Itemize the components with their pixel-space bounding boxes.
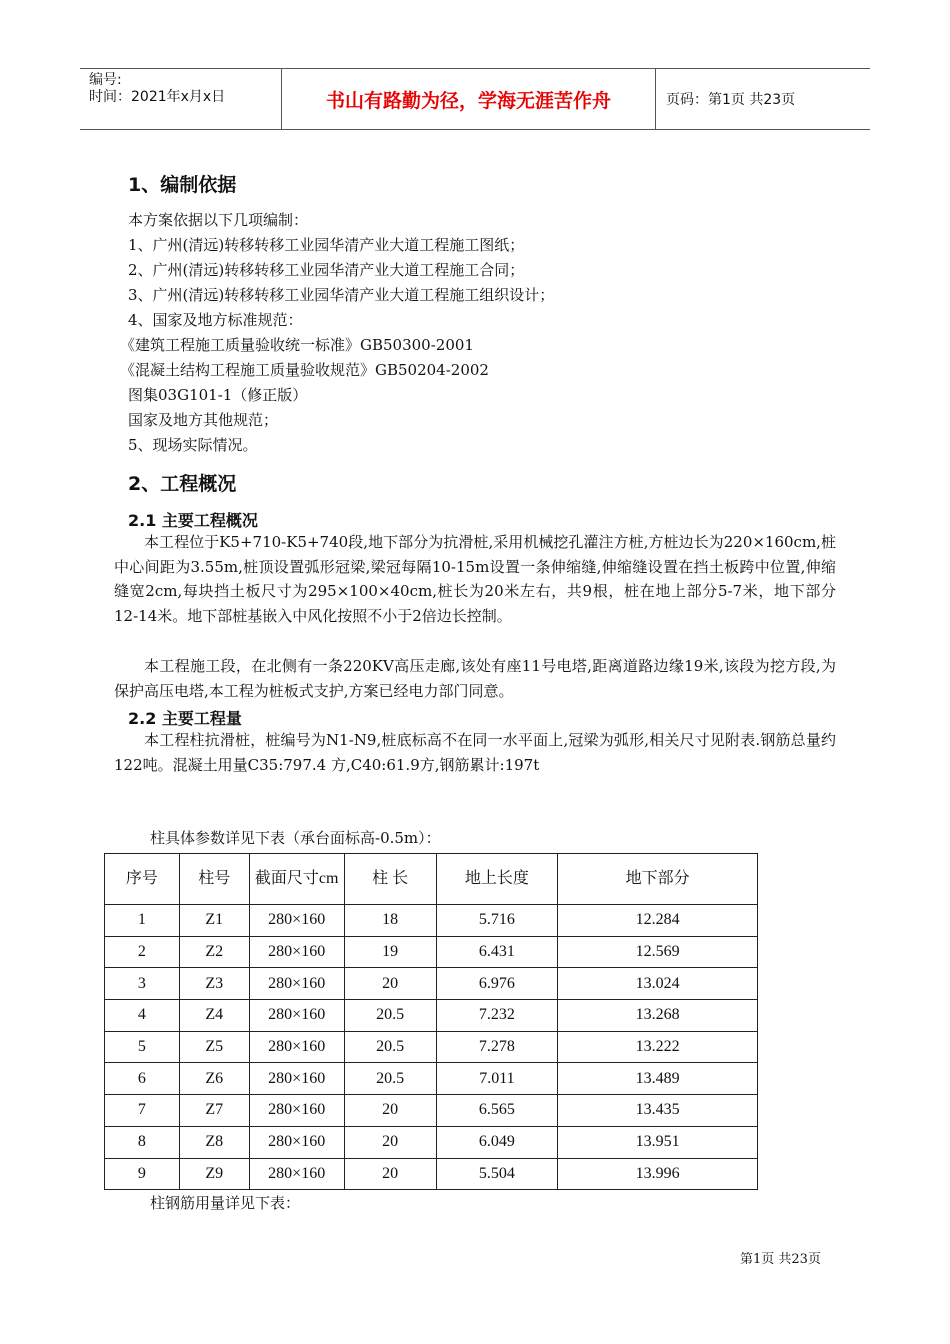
header-page-info: 页码：第1页 共23页 xyxy=(666,92,796,108)
table-cell: 280×160 xyxy=(249,905,344,937)
table-cell: 6.976 xyxy=(436,968,558,1000)
table-cell: 3 xyxy=(105,968,180,1000)
table-cell: 8 xyxy=(105,1126,180,1158)
section-title: 1、编制依据 xyxy=(128,174,237,196)
header-meta xyxy=(89,72,225,106)
table-cell: 5.504 xyxy=(436,1158,558,1190)
table-row xyxy=(105,905,758,937)
table-row xyxy=(105,1000,758,1032)
table-cell: 20 xyxy=(344,1126,436,1158)
table-row xyxy=(105,936,758,968)
table-cell: 280×160 xyxy=(249,1031,344,1063)
basis-line: 图集03G101-1（修正版） xyxy=(128,386,308,404)
table-cell: 13.951 xyxy=(558,1126,758,1158)
table-cell: 20.5 xyxy=(344,1063,436,1095)
basis-line: 3、广州(清远)转移转移工业园华清产业大道工程施工组织设计； xyxy=(128,286,555,304)
table-caption: 柱具体参数详见下表（承台面标高-0.5m）： xyxy=(150,829,441,847)
table-cell: 12.284 xyxy=(558,905,758,937)
table-header-cell: 地下部分 xyxy=(558,854,758,905)
table-cell: Z3 xyxy=(179,968,249,1000)
table-cell: 2 xyxy=(105,936,180,968)
rebar-caption: 柱钢筋用量详见下表： xyxy=(150,1194,301,1212)
section-title: 2、工程概况 xyxy=(128,473,237,495)
table-cell: 5 xyxy=(105,1031,180,1063)
basis-line: 《混凝土结构工程施工质量验收规范》GB50204-2002 xyxy=(120,361,489,379)
table-header-cell: 序号 xyxy=(105,854,180,905)
table-cell: 19 xyxy=(344,936,436,968)
table-cell: 20.5 xyxy=(344,1000,436,1032)
table-header-cell: 地上长度 xyxy=(436,854,558,905)
table-cell: 1 xyxy=(105,905,180,937)
page-header xyxy=(80,68,870,130)
page-footer: 第1页 共23页 xyxy=(740,1252,821,1267)
table-cell: 9 xyxy=(105,1158,180,1190)
table-cell: 4 xyxy=(105,1000,180,1032)
table-row xyxy=(105,968,758,1000)
table-cell: 280×160 xyxy=(249,1126,344,1158)
table-cell: 280×160 xyxy=(249,1063,344,1095)
table-header-cell: 截面尺寸cm xyxy=(249,854,344,905)
table-cell: 13.435 xyxy=(558,1095,758,1127)
table-cell: 13.024 xyxy=(558,968,758,1000)
table-row xyxy=(105,1063,758,1095)
table-cell: Z5 xyxy=(179,1031,249,1063)
basis-line: 国家及地方其他规范； xyxy=(128,411,279,429)
table-row xyxy=(105,1126,758,1158)
table-cell: Z8 xyxy=(179,1126,249,1158)
table-cell: 280×160 xyxy=(249,1095,344,1127)
table-cell: 7.011 xyxy=(436,1063,558,1095)
table-cell: 280×160 xyxy=(249,936,344,968)
table-cell: 7.278 xyxy=(436,1031,558,1063)
table-cell: 12.569 xyxy=(558,936,758,968)
doc-date: 时间：2021年x月x日 xyxy=(89,89,226,105)
table-cell: Z6 xyxy=(179,1063,249,1095)
table-cell: 20 xyxy=(344,1095,436,1127)
quantity-paragraph: 本工程柱抗滑桩，桩编号为N1-N9,桩底标高不在同一水平面上,冠梁为弧形,相关尺寸见附表.钢筋总量约122吨。混凝土用量C35:797.4 方,C40:61.9方,钢筋累计:197t xyxy=(114,731,836,774)
table-cell: 280×160 xyxy=(249,968,344,1000)
table-cell: 6.049 xyxy=(436,1126,558,1158)
table-cell: 6.431 xyxy=(436,936,558,968)
table-cell: Z1 xyxy=(179,905,249,937)
table-row xyxy=(105,1095,758,1127)
basis-line: 《建筑工程施工质量验收统一标准》GB50300-2001 xyxy=(120,336,474,354)
table-cell: 6.565 xyxy=(436,1095,558,1127)
basis-line: 本方案依据以下几项编制： xyxy=(128,211,309,229)
table-row xyxy=(105,1158,758,1190)
basis-line: 5、现场实际情况。 xyxy=(128,436,258,454)
table-cell: 13.489 xyxy=(558,1063,758,1095)
table-cell: 20.5 xyxy=(344,1031,436,1063)
table-cell: 13.996 xyxy=(558,1158,758,1190)
table-cell: 20 xyxy=(344,968,436,1000)
table-cell: 280×160 xyxy=(249,1158,344,1190)
table-cell: Z4 xyxy=(179,1000,249,1032)
basis-line: 4、国家及地方标准规范： xyxy=(128,311,303,329)
table-cell: Z9 xyxy=(179,1158,249,1190)
subsection-title: 2.1 主要工程概况 xyxy=(128,511,258,530)
table-cell: 7 xyxy=(105,1095,180,1127)
table-cell: 13.222 xyxy=(558,1031,758,1063)
table-cell: 280×160 xyxy=(249,1000,344,1032)
table-cell: 18 xyxy=(344,905,436,937)
basis-line: 2、广州(清远)转移转移工业园华清产业大道工程施工合同； xyxy=(128,261,525,279)
table-cell: 13.268 xyxy=(558,1000,758,1032)
basis-line: 1、广州(清远)转移转移工业园华清产业大道工程施工图纸； xyxy=(128,236,525,254)
table-cell: 5.716 xyxy=(436,905,558,937)
table-cell: Z2 xyxy=(179,936,249,968)
header-motto: 书山有路勤为径，学海无涯苦作舟 xyxy=(325,90,611,112)
table-cell: 7.232 xyxy=(436,1000,558,1032)
table-header-cell: 柱号 xyxy=(179,854,249,905)
overview-paragraph: 本工程施工段，在北侧有一条220KV高压走廊,该处有座11号电塔,距离道路边缘19米,该段为挖方段,为保护高压电塔,本工程为桩板式支护,方案已经电力部门同意。 xyxy=(114,657,836,700)
table-header-row xyxy=(105,854,758,905)
table-cell: 6 xyxy=(105,1063,180,1095)
pile-parameter-table xyxy=(104,853,758,1190)
table-cell: Z7 xyxy=(179,1095,249,1127)
table-cell: 20 xyxy=(344,1158,436,1190)
doc-number-label: 编号: xyxy=(89,72,122,88)
overview-paragraph: 本工程位于K5+710-K5+740段,地下部分为抗滑桩,采用机械挖孔灌注方桩,方桩边长为220×160cm,桩中心间距为3.55m,桩顶设置弧形冠梁,梁冠每隔10-15m设置一条伸缩缝,伸缩缝设置在挡土板跨中位置,伸缩缝宽2cm,每块挡土板尺寸为295×100×40cm,桩长为20米左右，共9根，桩在地上部分5-7米，地下部分12-14米。地下部桩基嵌入中风化按照不小于2倍边长控制。 xyxy=(114,533,836,625)
table-row xyxy=(105,1031,758,1063)
table-header-cell: 柱 长 xyxy=(344,854,436,905)
header-divider xyxy=(655,69,656,129)
subsection-title: 2.2 主要工程量 xyxy=(128,709,242,728)
